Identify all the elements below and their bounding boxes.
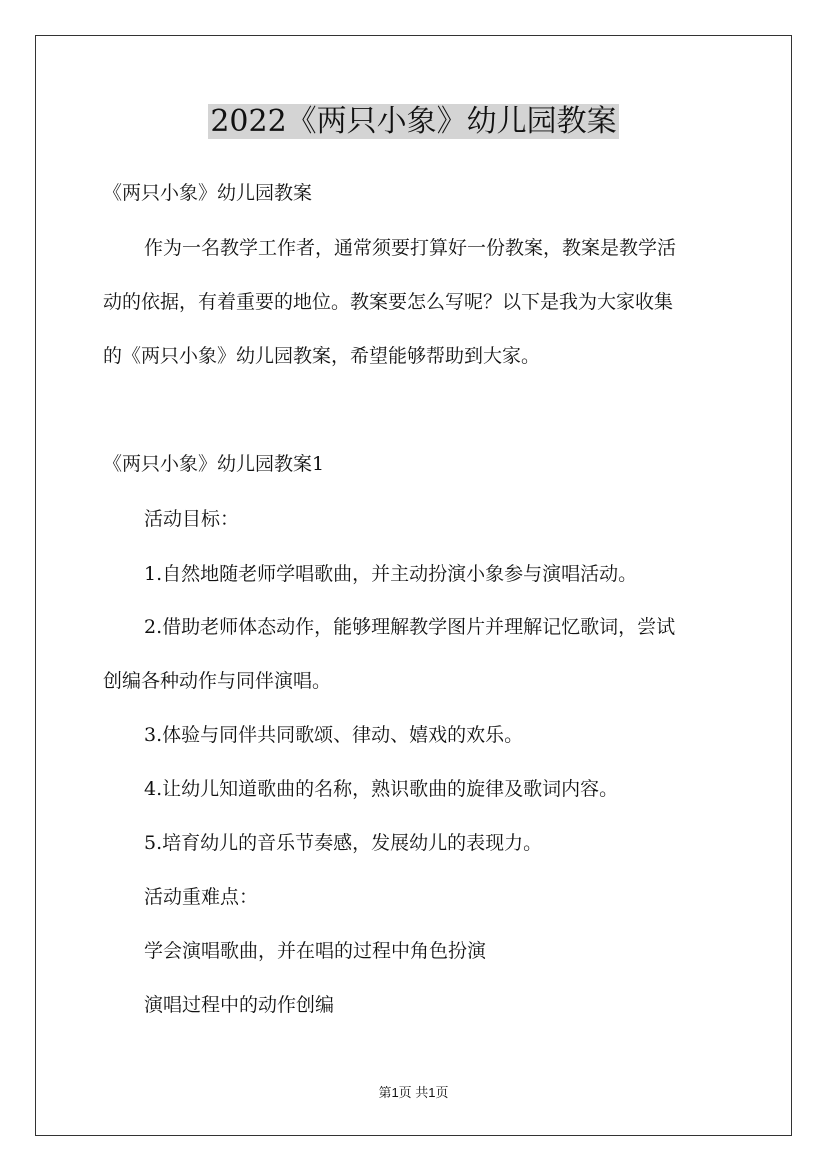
- subtitle-line: 《两只小象》幼儿园教案: [103, 182, 313, 204]
- key-point-2: 演唱过程中的动作创编: [144, 994, 335, 1016]
- page-footer: 第1页 共1页: [378, 1085, 449, 1100]
- intro-line-2: 动的依据，有着重要的地位。教案要怎么写呢？以下是我为大家收集: [103, 291, 674, 313]
- goals-heading: 活动目标：: [144, 508, 240, 530]
- goal-item-2-continued: 创编各种动作与同伴演唱。: [103, 670, 332, 692]
- goal-item-1: 1.自然地随老师学唱歌曲，并主动扮演小象参与演唱活动。: [144, 563, 638, 585]
- key-point-1: 学会演唱歌曲，并在唱的过程中角色扮演: [144, 940, 487, 962]
- goal-item-5: 5.培育幼儿的音乐节奏感，发展幼儿的表现力。: [144, 832, 543, 854]
- intro-line-3: 的《两只小象》幼儿园教案，希望能够帮助到大家。: [103, 345, 541, 367]
- document-title: [0, 98, 827, 146]
- goal-item-4: 4.让幼儿知道歌曲的名称，熟识歌曲的旋律及歌词内容。: [144, 778, 619, 800]
- goal-item-3: 3.体验与同伴共同歌颂、律动、嬉戏的欢乐。: [144, 724, 524, 746]
- document-title-text: 2022《两只小象》幼儿园教案: [210, 104, 617, 139]
- intro-line-1: 作为一名教学工作者，通常须要打算好一份教案，教案是教学活: [144, 237, 677, 259]
- goal-item-2: 2.借助老师体态动作，能够理解教学图片并理解记忆歌词，尝试: [144, 616, 676, 638]
- key-points-heading: 活动重难点：: [144, 886, 259, 908]
- section-heading-1: 《两只小象》幼儿园教案1: [103, 453, 325, 475]
